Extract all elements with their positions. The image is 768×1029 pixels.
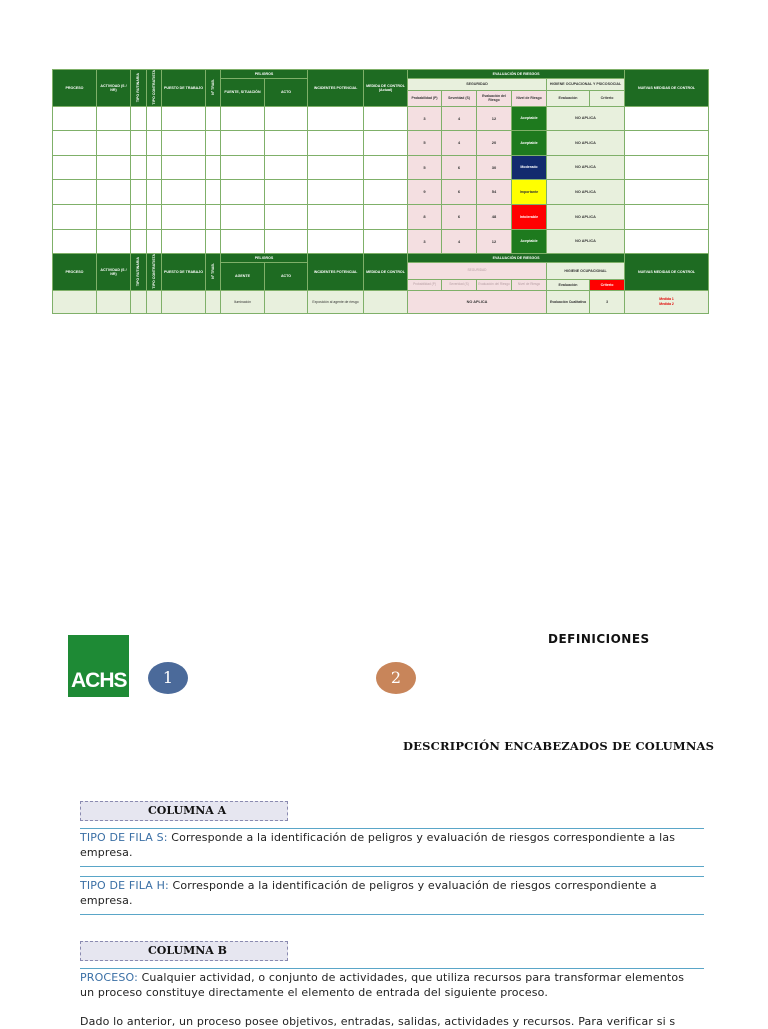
- header-proceso: PROCESO: [53, 70, 97, 107]
- header-actividad: ACTIVIDAD (S / NR): [97, 70, 131, 107]
- fila-s-label: TIPO DE FILA S:: [80, 831, 168, 844]
- nivel-riesgo-badge: Aceptable: [512, 130, 547, 155]
- header-seguridad: SEGURIDAD: [408, 79, 547, 91]
- riesgo-cell: 54: [477, 179, 512, 204]
- higiene-cell: NO APLICA: [547, 204, 625, 229]
- risk-matrix-table: [52, 69, 709, 314]
- no-aplica-cell: NO APLICA: [408, 290, 547, 313]
- riesgo-cell: 12: [477, 106, 512, 130]
- higiene-cell: NO APLICA: [547, 229, 625, 253]
- header2-medida: MEDIDA DE CONTROL: [364, 253, 408, 290]
- achs-logo: ACHS: [68, 635, 129, 697]
- header2-evaluacion-col: Evaluación: [547, 279, 590, 290]
- header-eval-riesgo: Evaluación del Riesgo: [477, 90, 512, 106]
- header2-actividad: ACTIVIDAD (S / NR): [97, 253, 131, 290]
- header2-probabilidad: Probabilidad (P): [408, 279, 442, 290]
- riesgo-cell: 12: [477, 229, 512, 253]
- probabilidad-cell: 8: [408, 204, 442, 229]
- header-tipo-rutinaria: TIPO RUTINARIA: [131, 70, 147, 107]
- table-row: [53, 106, 709, 130]
- header-higiene: HIGIENE OCUPACIONAL Y PSICOSOCIAL: [547, 79, 625, 91]
- header2-puesto: PUESTO DE TRABAJO: [162, 253, 206, 290]
- proceso-definition: PROCESO: Cualquier actividad, o conjunto de actividades, que utiliza recursos para transformar elementos un proceso constituye directamente el elemento de entrada del siguiente proceso.: [80, 968, 704, 1000]
- probabilidad-cell: 9: [408, 179, 442, 204]
- header2-criterio: Criterio: [590, 279, 625, 290]
- header-severidad: Severidad (S): [442, 90, 477, 106]
- header2-acto: ACTO: [265, 262, 308, 290]
- header-fuente: FUENTE, SITUACIÓN: [221, 79, 265, 107]
- definitions-title: DEFINICIONES: [548, 632, 650, 646]
- table-row: [53, 290, 709, 313]
- header-tipo-contratista: TIPO CONTRATISTA: [147, 70, 162, 107]
- header2-higiene: HIGIENE OCUPACIONAL: [547, 262, 625, 279]
- header-evaluacion-col: Evaluación: [547, 90, 590, 106]
- probabilidad-cell: 5: [408, 130, 442, 155]
- header-medida: MEDIDA DE CONTROL (Actual): [364, 70, 408, 107]
- higiene-cell: NO APLICA: [547, 130, 625, 155]
- header-criterio: Criterio: [590, 90, 625, 106]
- header-acto: ACTO: [265, 79, 308, 107]
- probabilidad-cell: 3: [408, 229, 442, 253]
- proceso-detail: Dado lo anterior, un proceso posee objetivos, entradas, salidas, actividades y recursos. Para verificar si s: [80, 1015, 676, 1028]
- header-evaluacion: EVALUACIÓN DE RIESGOS: [408, 70, 625, 79]
- severidad-cell: 4: [442, 229, 477, 253]
- higiene-cell: NO APLICA: [547, 179, 625, 204]
- column-description-title: DESCRIPCIÓN ENCABEZADOS DE COLUMNAS: [403, 739, 715, 753]
- severidad-cell: 4: [442, 130, 477, 155]
- severidad-cell: 6: [442, 155, 477, 179]
- header2-tipo-rutinaria: TIPO RUTINARIA: [131, 253, 147, 290]
- riesgo-cell: 48: [477, 204, 512, 229]
- step-badge-1: 1: [148, 662, 188, 694]
- header2-seguridad: SEGURIDAD: [408, 262, 547, 279]
- table-row: [53, 229, 709, 253]
- header-peligros: PELIGROS: [221, 70, 308, 79]
- proceso-label: PROCESO:: [80, 971, 138, 984]
- riesgo-cell: 20: [477, 130, 512, 155]
- nivel-riesgo-badge: Aceptable: [512, 106, 547, 130]
- header2-proceso: PROCESO: [53, 253, 97, 290]
- medida-2: Medida 2: [659, 301, 674, 306]
- header-n-trab: Nº TRAB.: [206, 70, 221, 107]
- header2-eval-riesgo: Evaluación del Riesgo: [477, 279, 512, 290]
- header-nivel: Nivel de Riesgo: [512, 90, 547, 106]
- higiene-cell: NO APLICA: [547, 106, 625, 130]
- severidad-cell: 4: [442, 106, 477, 130]
- probabilidad-cell: 3: [408, 106, 442, 130]
- severidad-cell: 6: [442, 179, 477, 204]
- higiene-cell: NO APLICA: [547, 155, 625, 179]
- fila-h-label: TIPO DE FILA H:: [80, 879, 169, 892]
- riesgo-cell: 30: [477, 155, 512, 179]
- incidente-cell: Exposición al agente de riesgo: [308, 290, 364, 313]
- step-badge-2: 2: [376, 662, 416, 694]
- header2-severidad: Severidad (S): [442, 279, 477, 290]
- fila-s-definition: TIPO DE FILA S: Corresponde a la identificación de peligros y evaluación de riesgos correspondiente a las empresa.: [80, 828, 704, 867]
- medida-1: Medida 1: [659, 297, 674, 302]
- header-probabilidad: Probabilidad (P): [408, 90, 442, 106]
- header-nuevas: NUEVAS MEDIDAS DE CONTROL: [625, 70, 709, 107]
- nivel-riesgo-badge: Importante: [512, 179, 547, 204]
- header2-agente: AGENTE: [221, 262, 265, 290]
- header-puesto: PUESTO DE TRABAJO: [162, 70, 206, 107]
- table-row: [53, 130, 709, 155]
- agente-cell: Iluminación: [221, 290, 265, 313]
- table-row: [53, 179, 709, 204]
- criterio-cell: 3: [590, 290, 625, 313]
- severidad-cell: 6: [442, 204, 477, 229]
- header2-n-trab: Nº TRAB.: [206, 253, 221, 290]
- probabilidad-cell: 5: [408, 155, 442, 179]
- header2-tipo-contratista: TIPO CONTRATISTA: [147, 253, 162, 290]
- header2-incidentes: INCIDENTES POTENCIAL: [308, 253, 364, 290]
- columna-a-label: COLUMNA A: [80, 801, 288, 821]
- table-row: [53, 204, 709, 229]
- nuevas-medidas-cell: [625, 290, 709, 313]
- evaluacion-cualitativa-cell: Evaluación Cualitativa: [547, 290, 590, 313]
- header2-peligros: PELIGROS: [221, 253, 308, 262]
- header2-nuevas: NUEVAS MEDIDAS DE CONTROL: [625, 253, 709, 290]
- columna-b-label: COLUMNA B: [80, 941, 288, 961]
- header-incidentes: INCIDENTES POTENCIAL: [308, 70, 364, 107]
- nivel-riesgo-badge: Moderado: [512, 155, 547, 179]
- nivel-riesgo-badge: Aceptable: [512, 229, 547, 253]
- fila-h-definition: TIPO DE FILA H: Corresponde a la identificación de peligros y evaluación de riesgos correspondiente a empresa.: [80, 876, 704, 915]
- header2-evaluacion: EVALUACIÓN DE RIESGOS: [408, 253, 625, 262]
- table-row: [53, 155, 709, 179]
- nivel-riesgo-badge: Intolerable: [512, 204, 547, 229]
- header2-nivel: Nivel de Riesgo: [512, 279, 547, 290]
